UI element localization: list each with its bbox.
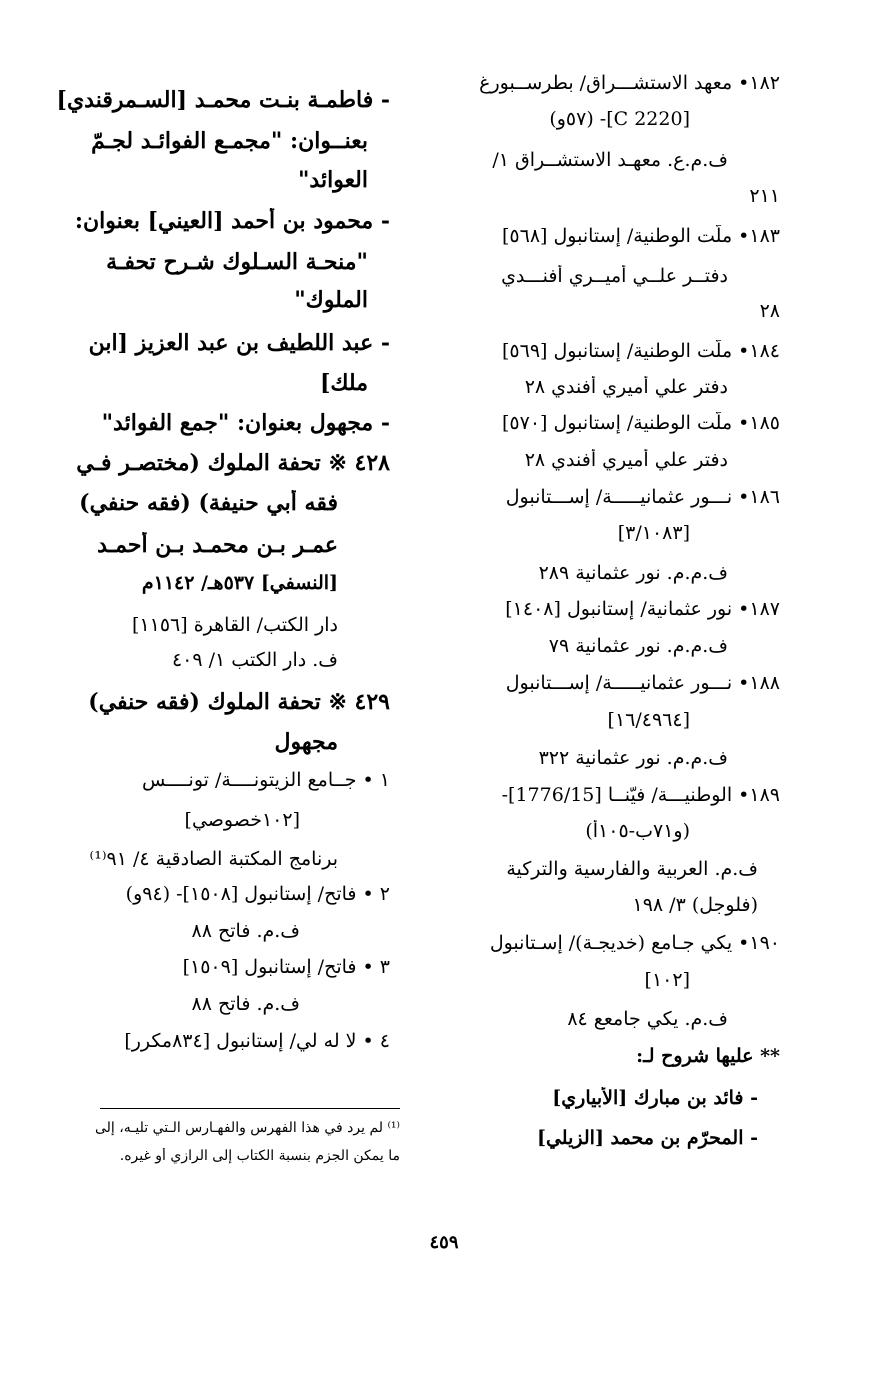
left-column-line: [النسفي] ٥٣٧هـ/ ١١٤٢م xyxy=(141,572,338,594)
page-number: ٤٥٩ xyxy=(429,1232,459,1253)
right-column-line: ١٨٧• نور عثمانية/ إستانبول [١٤٠٨] xyxy=(505,598,780,620)
right-column-line: [١٦/٤٩٦٤] xyxy=(607,709,690,731)
left-column-line: فقه أبي حنيفة) (فقه حنفي) xyxy=(79,490,338,516)
left-column-line: بعنــوان: "مجمـع الفوائـد لجـمّ xyxy=(91,128,368,154)
right-column-line: ١٨٢• معهد الاستشـــراق/ بطرســبورغ xyxy=(479,72,780,94)
right-column-line: ف.م.ع. معهـد الاستشــراق ١/ xyxy=(492,149,728,171)
right-column-line: ف.م.م. نور عثمانية ٣٢٢ xyxy=(538,747,728,769)
left-column-line: ٤٢٨ ※ تحفة الملوك (مختصـر فـي xyxy=(76,450,390,476)
right-column-line: ١٨٨• نـــور عثمانيـــــة/ إســـتانبول xyxy=(505,672,780,694)
footnote-divider xyxy=(100,1108,400,1109)
right-column-line: ١٨٦• نـــور عثمانيـــــة/ إســـتانبول xyxy=(505,486,780,508)
footnotes xyxy=(60,1120,400,1165)
right-column-line: - فائد بن مبارك [الأبياري] xyxy=(552,1087,758,1109)
right-column-line: ١٨٥• ملّت الوطنية/ إستانبول [٥٧٠] xyxy=(502,412,780,434)
right-column-line: [C 2220]- (٥٧و) xyxy=(549,108,690,130)
left-column-line: ف. دار الكتب ١/ ٤٠٩ xyxy=(171,649,338,671)
right-column-line: دفتر علي أميري أفندي ٢٨ xyxy=(524,376,728,398)
left-column-line: ف.م. فاتح ٨٨ xyxy=(191,993,300,1015)
right-column-line: دفتر علي أميري أفندي ٢٨ xyxy=(524,449,728,471)
left-column-line: العوائد" xyxy=(297,167,368,193)
left-column-line: برنامج المكتبة الصادقية ٤/ ٩١⁽¹⁾ xyxy=(89,848,338,870)
left-column-line: ٤٢٩ ※ تحفة الملوك (فقه حنفي) xyxy=(88,689,390,715)
left-column-line: - فاطمـة بنـت محمـد [السـمرقندي] xyxy=(56,87,390,113)
right-column-line: ١٩٠• يكي جـامع (خديجـة)/ إسـتانبول xyxy=(489,932,780,954)
left-column-line: ٤ • لا له لي/ إستانبول [٨٣٤مكرر] xyxy=(124,1030,390,1052)
right-column-line: (فلوجل) ٣/ ١٩٨ xyxy=(632,894,758,916)
right-column-line: ١٨٤• ملّت الوطنية/ إستانبول [٥٦٩] xyxy=(502,340,780,362)
right-column-line: [١٠٢] xyxy=(644,969,690,991)
left-column-line: ٣ • فاتح/ إستانبول [١٥٠٩] xyxy=(182,956,390,978)
right-column-line: - المحرّم بن محمد [الزيلي] xyxy=(536,1127,758,1149)
right-column-line: ٢١١ xyxy=(749,185,780,207)
right-column-line: ف.م. يكي جامعع ٨٤ xyxy=(567,1008,728,1030)
left-column-line: ٢ • فاتح/ إستانبول [١٥٠٨]- (٩٤و) xyxy=(125,883,390,905)
left-column-line: مجهول xyxy=(274,729,338,755)
right-column-line: ١٨٣• ملّت الوطنية/ إستانبول [٥٦٨] xyxy=(502,225,780,247)
right-column-line: ٢٨ xyxy=(759,300,780,322)
footnote-line: ⁽¹⁾ لم يرد في هذا الفهرس والفهـارس الـتي تليـه، إلى xyxy=(94,1120,400,1136)
left-column-line: ١ • جــامع الزيتونــــة/ تونــــس xyxy=(142,769,390,791)
right-column-line: [٣/١٠٨٣] xyxy=(617,522,690,544)
left-column-line: [١٠٢خصوصي] xyxy=(184,809,300,831)
right-column-line: ١٨٩• الوطنيـــة/ فيّنــا [1776/15]- xyxy=(501,784,780,806)
right-column-line: ** عليها شروح لـ: xyxy=(636,1045,780,1067)
left-column-line: "منحـة السـلوك شـرح تحفـة xyxy=(106,249,368,275)
right-column-line: (و٧١ب-١٠٥أ) xyxy=(585,820,690,842)
left-column-line: ف.م. فاتح ٨٨ xyxy=(191,920,300,942)
footnote-line: ما يمكن الجزم بنسبة الكتاب إلى الرازي أو غيره. xyxy=(119,1147,400,1164)
right-column-line: دفتــر علــي أميــري أفنـــدي xyxy=(501,265,728,287)
left-column-line: - مجهول بعنوان: "جمع الفوائد" xyxy=(101,410,390,436)
left-column-line: - محمود بن أحمد [العيني] بعنوان: xyxy=(74,208,390,234)
right-column-line: ف.م. العربية والفارسية والتركية xyxy=(506,858,758,880)
right-column-line: ف.م.م. نور عثمانية ٧٩ xyxy=(548,635,728,657)
left-column-line: - عبد اللطيف بن عبد العزيز [ابن xyxy=(88,330,390,356)
right-column-line: ف.م.م. نور عثمانية ٢٨٩ xyxy=(538,562,728,584)
left-column-line: الملوك" xyxy=(294,287,368,313)
left-column-line: ملك] xyxy=(319,370,368,396)
left-column-line: دار الكتب/ القاهرة [١١٥٦] xyxy=(132,614,338,636)
left-column-line: عمـر بـن محمـد بـن أحمـد xyxy=(97,532,338,558)
